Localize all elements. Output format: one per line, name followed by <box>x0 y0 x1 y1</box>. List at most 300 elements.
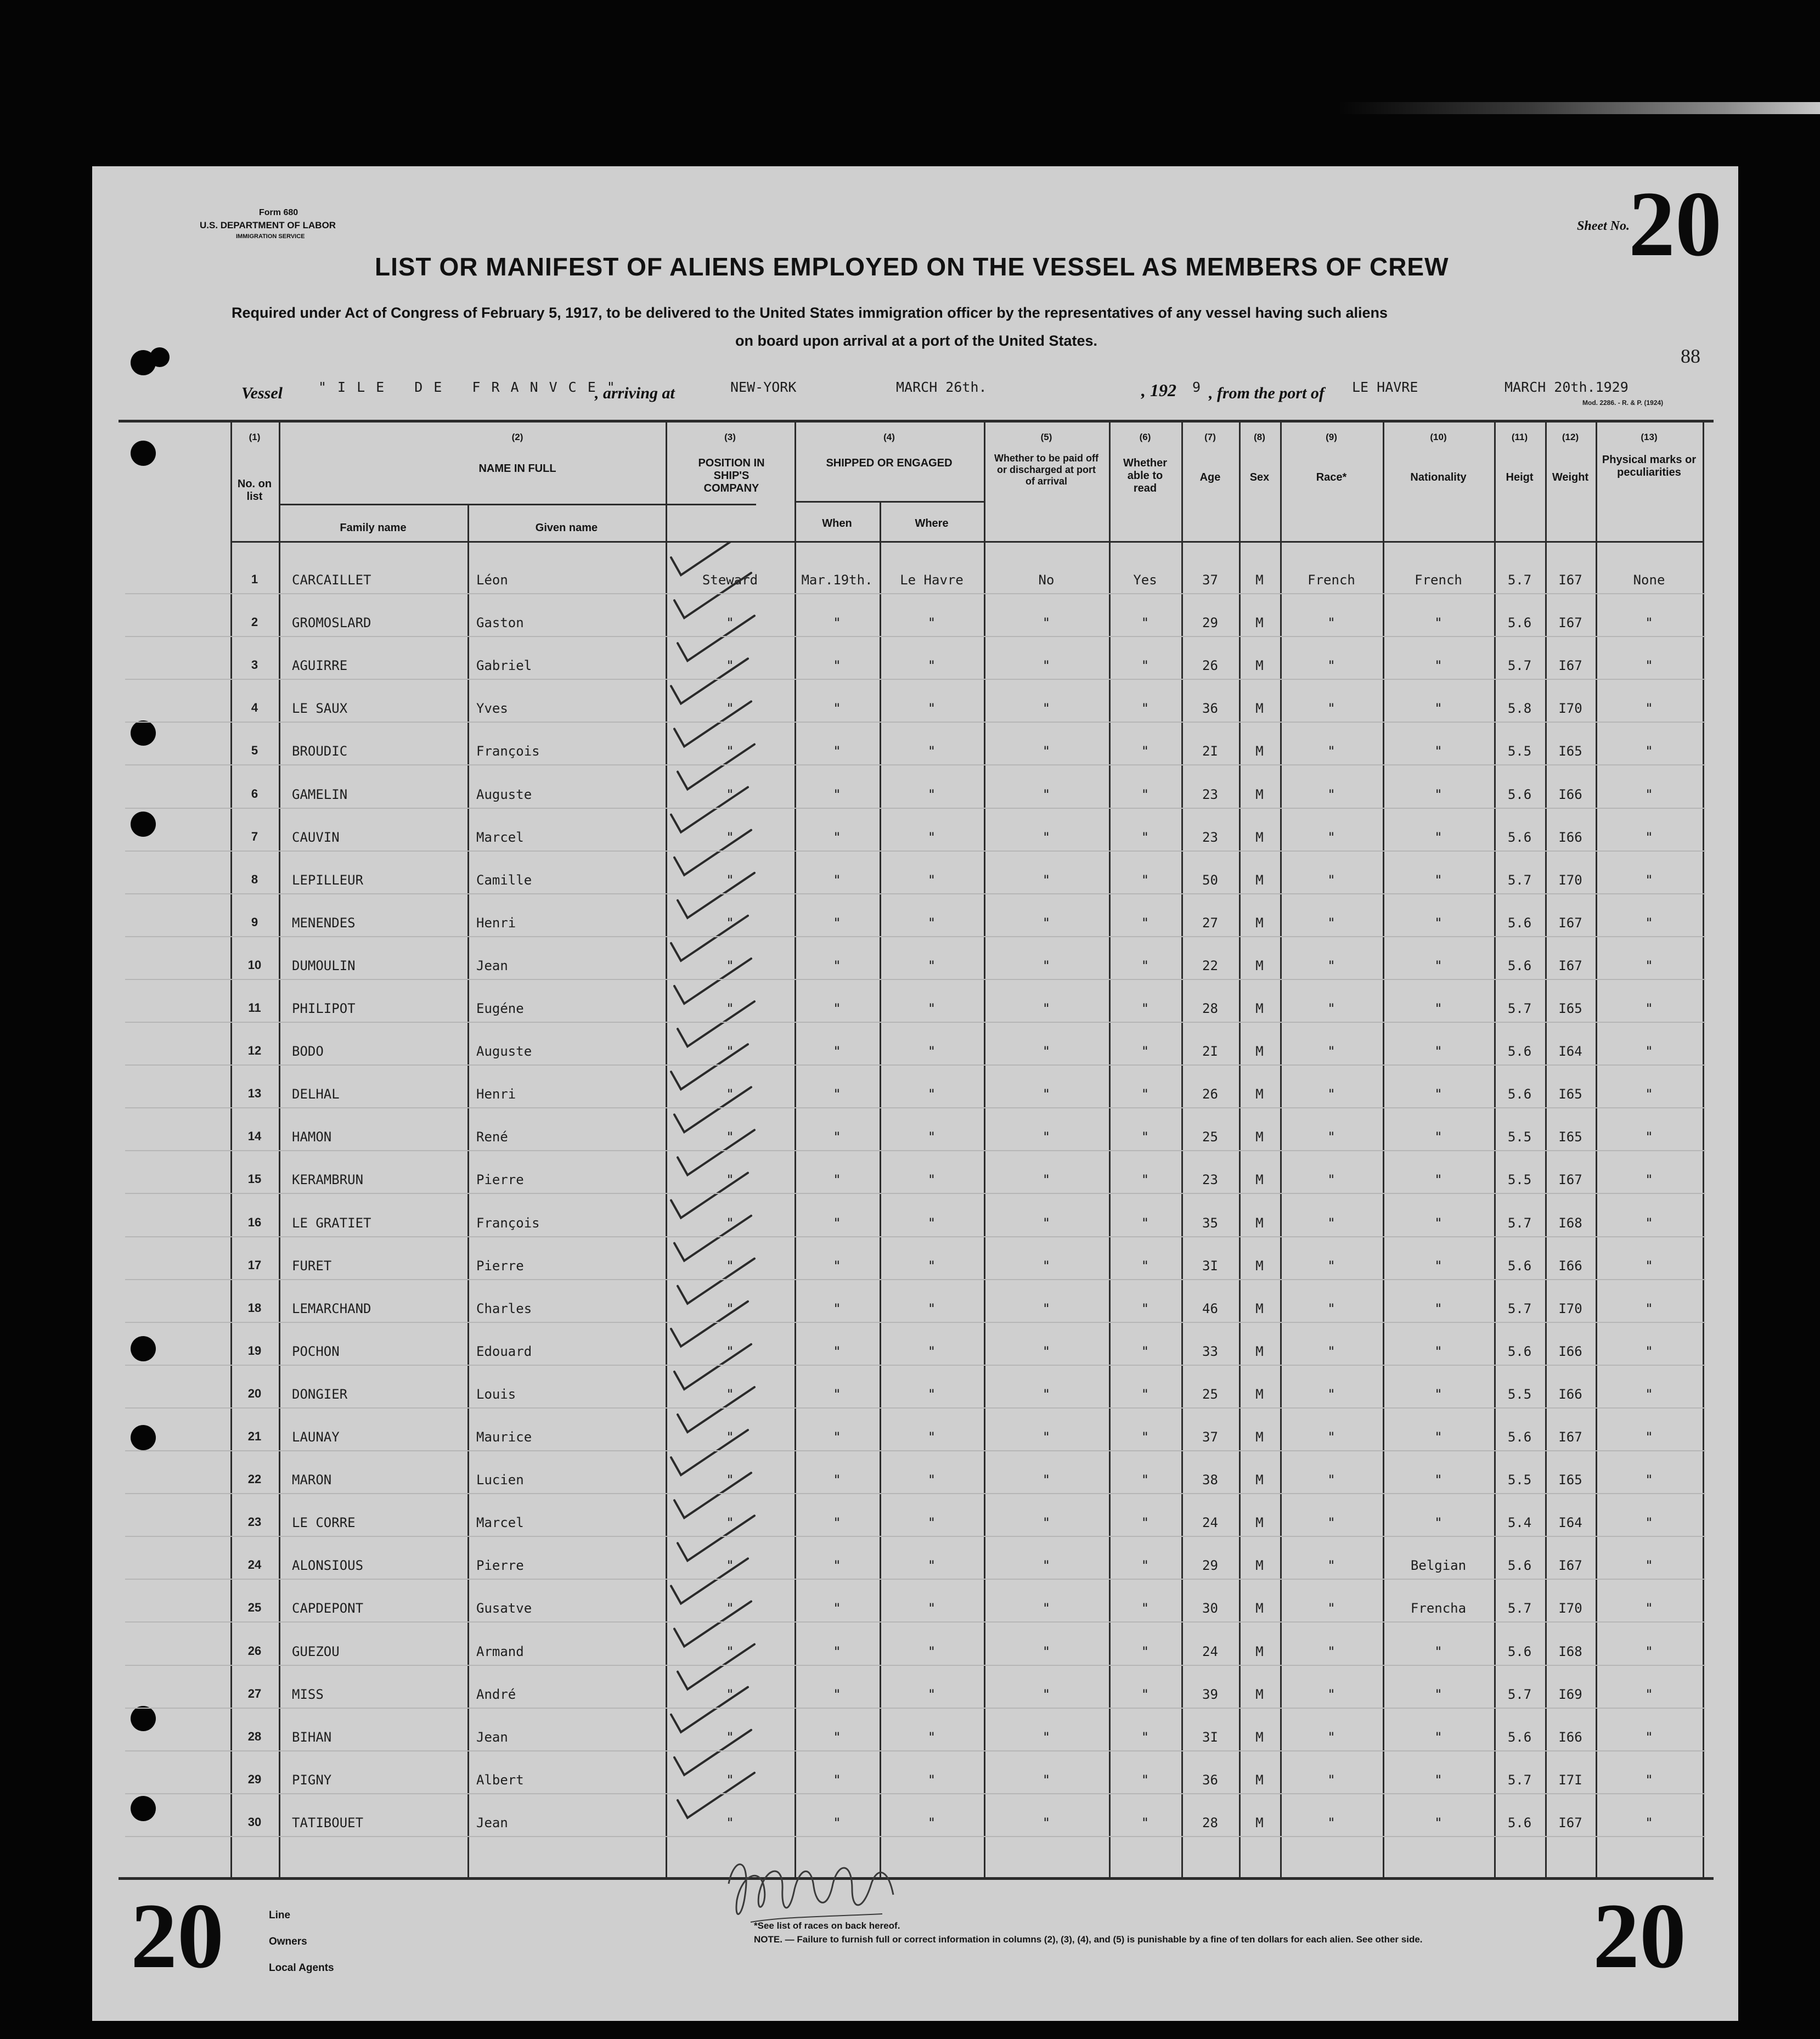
table-bottom-rule <box>119 1877 1714 1880</box>
cell-given: Pierre <box>476 1558 524 1573</box>
cell-where: " <box>927 787 936 802</box>
cell-nat: " <box>1434 958 1443 973</box>
cell-family: CARCAILLET <box>292 572 371 588</box>
row-guide-line <box>125 808 1705 809</box>
cell-marks: " <box>1645 1001 1653 1016</box>
cell-sex: M <box>1255 915 1264 931</box>
cell-family: FURET <box>292 1258 332 1274</box>
check-mark <box>678 1644 754 1689</box>
cell-age: 23 <box>1202 830 1218 845</box>
form-mod-note: Mod. 2286. - R. & P. (1924) <box>1582 399 1664 407</box>
cell-height: 5.6 <box>1507 915 1532 931</box>
cell-age: 26 <box>1202 658 1218 673</box>
row-guide-line <box>125 1193 1705 1194</box>
cell-where: " <box>927 1472 936 1488</box>
cell-when: " <box>833 658 841 673</box>
row-guide-line <box>125 1579 1705 1580</box>
cell-no: 4 <box>251 701 258 714</box>
cell-weight: I70 <box>1558 1301 1582 1316</box>
cell-given: André <box>476 1687 516 1702</box>
cell-height: 5.5 <box>1507 1172 1532 1187</box>
cell-height: 5.6 <box>1507 1558 1532 1573</box>
cell-position: " <box>726 1687 734 1702</box>
cell-given: Armand <box>476 1644 524 1659</box>
cell-nat: " <box>1434 787 1443 802</box>
cell-paid: " <box>1042 1472 1051 1488</box>
cell-marks: " <box>1645 872 1653 888</box>
check-mark <box>678 745 754 790</box>
cell-given: Lucien <box>476 1472 524 1488</box>
punch-hole <box>150 347 170 367</box>
row-guide-line <box>125 1621 1705 1623</box>
check-mark <box>678 616 754 661</box>
punch-hole <box>131 1706 156 1731</box>
cell-given: François <box>476 743 540 759</box>
cell-no: 24 <box>247 1558 262 1572</box>
document-title: LIST OR MANIFEST OF ALIENS EMPLOYED ON THE VESSEL AS MEMBERS OF CREW <box>375 252 1449 281</box>
cell-when: " <box>833 1258 841 1274</box>
cell-age: 39 <box>1202 1687 1218 1702</box>
col4-when-header: When <box>822 517 852 530</box>
cell-weight: I67 <box>1558 572 1582 588</box>
cell-position: " <box>726 1044 734 1059</box>
cell-when: " <box>833 830 841 845</box>
cell-nat: " <box>1434 1172 1443 1187</box>
cell-height: 5.7 <box>1507 572 1532 588</box>
cell-race: " <box>1327 915 1336 931</box>
cell-when: " <box>833 915 841 931</box>
cell-age: 2I <box>1202 1044 1218 1059</box>
col5-header: Whether to be paid off or discharged at port of arrival <box>994 453 1098 487</box>
cell-family: MISS <box>292 1687 324 1702</box>
cell-where: " <box>927 615 936 630</box>
cell-where: " <box>927 1730 936 1745</box>
cell-sex: M <box>1255 743 1264 759</box>
cell-height: 5.6 <box>1507 615 1532 630</box>
cell-paid: " <box>1042 743 1051 759</box>
cell-weight: I66 <box>1558 787 1582 802</box>
cell-read: " <box>1141 1515 1150 1530</box>
row-guide-line <box>125 1279 1705 1280</box>
cell-weight: I65 <box>1558 1086 1582 1102</box>
cell-no: 17 <box>247 1258 262 1272</box>
check-mark <box>671 1302 748 1347</box>
cell-when: " <box>833 1644 841 1659</box>
check-mark <box>674 959 751 1004</box>
cell-read: " <box>1141 1001 1150 1016</box>
cell-height: 5.6 <box>1507 787 1532 802</box>
check-mark <box>674 1087 751 1132</box>
row-guide-line <box>125 936 1705 937</box>
cell-weight: I65 <box>1558 743 1582 759</box>
col13-header: Physical marks or peculiarities <box>1602 454 1697 478</box>
cell-height: 5.5 <box>1507 1387 1532 1402</box>
cell-position: " <box>726 1172 734 1187</box>
cell-paid: " <box>1042 1001 1051 1016</box>
cell-nat: " <box>1434 1086 1443 1102</box>
cell-age: 35 <box>1202 1215 1218 1231</box>
cell-read: " <box>1141 1472 1150 1488</box>
cell-marks: None <box>1633 572 1665 588</box>
cell-family: LE CORRE <box>292 1515 356 1530</box>
cell-race: " <box>1327 1772 1336 1788</box>
cell-sex: M <box>1255 1387 1264 1402</box>
cell-paid: " <box>1042 1515 1051 1530</box>
cell-weight: I67 <box>1558 1815 1582 1830</box>
row-guide-line <box>125 636 1705 637</box>
cell-sex: M <box>1255 1644 1264 1659</box>
cell-position: " <box>726 1301 734 1316</box>
col1-number: (1) <box>249 432 261 442</box>
cell-no: 2 <box>251 615 258 629</box>
col7-number: (7) <box>1204 432 1216 442</box>
cell-family: POCHON <box>292 1344 340 1359</box>
cell-nat: " <box>1434 658 1443 673</box>
cell-given: Marcel <box>476 1515 524 1530</box>
cell-when: " <box>833 1086 841 1102</box>
cell-nat: " <box>1434 1387 1443 1402</box>
cell-height: 5.7 <box>1507 1301 1532 1316</box>
cell-where: " <box>927 1172 936 1187</box>
cell-marks: " <box>1645 1044 1653 1059</box>
cell-race: " <box>1327 1172 1336 1187</box>
cell-no: 9 <box>251 915 258 929</box>
cell-family: HAMON <box>292 1129 332 1145</box>
cell-height: 5.5 <box>1507 1129 1532 1145</box>
cell-where: " <box>927 915 936 931</box>
cell-paid: " <box>1042 830 1051 845</box>
cell-sex: M <box>1255 1129 1264 1145</box>
cell-nat: Frencha <box>1410 1601 1467 1616</box>
check-mark <box>678 1773 754 1818</box>
cell-when: " <box>833 1001 841 1016</box>
cell-family: BIHAN <box>292 1730 332 1745</box>
cell-race: " <box>1327 830 1336 845</box>
cell-marks: " <box>1645 1472 1653 1488</box>
from-port-label: , from the port of <box>1209 384 1325 402</box>
cell-paid: " <box>1042 1601 1051 1616</box>
cell-position: " <box>726 1387 734 1402</box>
cell-read: " <box>1141 1558 1150 1573</box>
cell-when: " <box>833 1172 841 1187</box>
cell-height: 5.6 <box>1507 1344 1532 1359</box>
cell-marks: " <box>1645 615 1653 630</box>
cell-age: 33 <box>1202 1344 1218 1359</box>
row-guide-line <box>125 1450 1705 1451</box>
cell-race: " <box>1327 1344 1336 1359</box>
check-mark <box>674 573 751 618</box>
cell-read: " <box>1141 1687 1150 1702</box>
cell-sex: M <box>1255 572 1264 588</box>
cell-height: 5.6 <box>1507 1044 1532 1059</box>
cell-marks: " <box>1645 787 1653 802</box>
cell-read: " <box>1141 1815 1150 1830</box>
cell-paid: " <box>1042 1215 1051 1231</box>
cell-where: " <box>927 872 936 888</box>
cell-where: " <box>927 1344 936 1359</box>
row-guide-line <box>125 1708 1705 1709</box>
cell-no: 18 <box>247 1301 262 1315</box>
cell-family: BODO <box>292 1044 324 1059</box>
departure-date: MARCH 20th.1929 <box>1505 379 1629 395</box>
row-guide-line <box>125 850 1705 852</box>
cell-read: " <box>1141 1730 1150 1745</box>
cell-weight: I66 <box>1558 1258 1582 1274</box>
col9-number: (9) <box>1326 432 1337 442</box>
cell-given: Pierre <box>476 1172 524 1187</box>
cell-race: " <box>1327 1215 1336 1231</box>
cell-age: 25 <box>1202 1387 1218 1402</box>
cell-when: Mar.19th. <box>801 572 873 588</box>
cell-age: 24 <box>1202 1515 1218 1530</box>
cell-race: " <box>1327 743 1336 759</box>
cell-marks: " <box>1645 1086 1653 1102</box>
cell-paid: " <box>1042 1387 1051 1402</box>
cell-where: " <box>927 1772 936 1788</box>
cell-sex: M <box>1255 1215 1264 1231</box>
cell-sex: M <box>1255 1515 1264 1530</box>
cell-height: 5.7 <box>1507 1001 1532 1016</box>
cell-when: " <box>833 1687 841 1702</box>
cell-when: " <box>833 787 841 802</box>
cell-family: GAMELIN <box>292 787 348 802</box>
table-top-rule <box>119 420 1714 423</box>
cell-given: Jean <box>476 958 508 973</box>
cell-position: " <box>726 1429 734 1445</box>
cell-position: Steward <box>702 572 758 588</box>
cell-sex: M <box>1255 1472 1264 1488</box>
cell-where: " <box>927 1044 936 1059</box>
cell-weight: I68 <box>1558 1215 1582 1231</box>
cell-age: 37 <box>1202 572 1218 588</box>
cell-marks: " <box>1645 1172 1653 1187</box>
cell-family: LE SAUX <box>292 701 348 716</box>
department-name: U.S. DEPARTMENT OF LABOR <box>200 220 336 230</box>
cell-race: " <box>1327 1687 1336 1702</box>
cell-given: Camille <box>476 872 532 888</box>
cell-given: Gabriel <box>476 658 532 673</box>
cell-when: " <box>833 743 841 759</box>
cell-nat: " <box>1434 1515 1443 1530</box>
cell-sex: M <box>1255 787 1264 802</box>
cell-nat: " <box>1434 1001 1443 1016</box>
cell-given: Auguste <box>476 787 532 802</box>
cell-no: 12 <box>247 1044 262 1057</box>
cell-marks: " <box>1645 1558 1653 1573</box>
cell-age: 36 <box>1202 701 1218 716</box>
row-guide-line <box>125 1536 1705 1537</box>
row-guide-line <box>125 979 1705 980</box>
cell-nat: " <box>1434 615 1443 630</box>
cell-paid: " <box>1042 1172 1051 1187</box>
cell-nat: " <box>1434 872 1443 888</box>
check-mark <box>678 1130 754 1175</box>
check-mark <box>678 1259 754 1304</box>
cell-where: " <box>927 1687 936 1702</box>
cell-marks: " <box>1645 1429 1653 1445</box>
cell-no: 28 <box>247 1730 262 1743</box>
cell-position: " <box>726 1258 734 1274</box>
corner-number-left: 20 <box>131 1884 224 1987</box>
cell-sex: M <box>1255 872 1264 888</box>
row-guide-line <box>125 1836 1705 1837</box>
cell-when: " <box>833 1429 841 1445</box>
cell-race: " <box>1327 701 1336 716</box>
cell-weight: I70 <box>1558 701 1582 716</box>
year-label: , 192 <box>1141 380 1176 400</box>
cell-sex: M <box>1255 830 1264 845</box>
check-mark <box>671 1430 748 1475</box>
cell-where: " <box>927 1815 936 1830</box>
punch-hole <box>131 1425 156 1450</box>
cell-weight: I68 <box>1558 1644 1582 1659</box>
cell-where: " <box>927 1387 936 1402</box>
cell-where: " <box>927 1129 936 1145</box>
cell-weight: I67 <box>1558 915 1582 931</box>
punch-hole <box>131 1336 156 1361</box>
cell-height: 5.6 <box>1507 830 1532 845</box>
cell-when: " <box>833 1129 841 1145</box>
col4-header: SHIPPED OR ENGAGED <box>826 457 953 469</box>
cell-race: " <box>1327 1472 1336 1488</box>
col8-number: (8) <box>1254 432 1265 442</box>
check-mark <box>674 1344 751 1389</box>
cell-family: GROMOSLARD <box>292 615 371 630</box>
cell-race: French <box>1308 572 1355 588</box>
cell-age: 3I <box>1202 1258 1218 1274</box>
cell-weight: I67 <box>1558 958 1582 973</box>
cell-nat: " <box>1434 1730 1443 1745</box>
cell-where: " <box>927 1086 936 1102</box>
cell-paid: " <box>1042 1044 1051 1059</box>
cell-sex: M <box>1255 1558 1264 1573</box>
cell-height: 5.6 <box>1507 1644 1532 1659</box>
cell-height: 5.4 <box>1507 1515 1532 1530</box>
cell-position: " <box>726 1086 734 1102</box>
cell-where: " <box>927 1429 936 1445</box>
cell-where: " <box>927 1215 936 1231</box>
cell-where: " <box>927 830 936 845</box>
cell-sex: M <box>1255 701 1264 716</box>
cell-age: 3I <box>1202 1730 1218 1745</box>
row-guide-line <box>125 764 1705 765</box>
cell-nat: " <box>1434 1687 1443 1702</box>
cell-age: 29 <box>1202 615 1218 630</box>
cell-read: " <box>1141 1644 1150 1659</box>
cell-family: MENENDES <box>292 915 356 931</box>
cell-position: " <box>726 615 734 630</box>
cell-read: Yes <box>1133 572 1157 588</box>
cell-age: 2I <box>1202 743 1218 759</box>
cell-given: Auguste <box>476 1044 532 1059</box>
cell-read: " <box>1141 872 1150 888</box>
cell-marks: " <box>1645 1730 1653 1745</box>
cell-when: " <box>833 1301 841 1316</box>
cell-paid: " <box>1042 1815 1051 1830</box>
cell-paid: " <box>1042 1301 1051 1316</box>
cell-when: " <box>833 1730 841 1745</box>
cell-where: " <box>927 743 936 759</box>
corner-number-right: 20 <box>1593 1884 1686 1987</box>
cell-age: 28 <box>1202 1815 1218 1830</box>
cell-no: 5 <box>251 743 258 757</box>
cell-no: 30 <box>247 1815 262 1829</box>
cell-nat: " <box>1434 743 1443 759</box>
col9-header: Race* <box>1316 471 1347 483</box>
cell-race: " <box>1327 1387 1336 1402</box>
cell-no: 16 <box>247 1215 262 1229</box>
cell-paid: " <box>1042 915 1051 931</box>
cell-marks: " <box>1645 743 1653 759</box>
col2-given-header: Given name <box>535 522 598 534</box>
row-guide-line <box>125 893 1705 894</box>
cell-nat: " <box>1434 1258 1443 1274</box>
cell-family: GUEZOU <box>292 1644 340 1659</box>
footer-races-note: *See list of races on back hereof. <box>754 1920 900 1931</box>
footer-penalty-note: NOTE. — Failure to furnish full or correct information in columns (2), (3), (4), and (5) is punishable by a fine of ten dollars for each alien. See other side. <box>754 1934 1423 1945</box>
col4-number: (4) <box>883 432 895 442</box>
row-guide-line <box>125 1750 1705 1751</box>
check-mark <box>671 658 748 703</box>
footer-owners-label: Owners <box>269 1936 307 1947</box>
cell-paid: " <box>1042 872 1051 888</box>
cell-position: " <box>726 658 734 673</box>
cell-marks: " <box>1645 958 1653 973</box>
cell-nat: " <box>1434 915 1443 931</box>
col3-number: (3) <box>724 432 736 442</box>
cell-paid: " <box>1042 958 1051 973</box>
cell-no: 6 <box>251 787 258 801</box>
cell-given: Albert <box>476 1772 524 1788</box>
cell-nat: " <box>1434 1472 1443 1488</box>
cell-where: " <box>927 658 936 673</box>
cell-sex: M <box>1255 1086 1264 1102</box>
row-guide-line <box>125 679 1705 680</box>
cell-paid: " <box>1042 1429 1051 1445</box>
cell-age: 50 <box>1202 872 1218 888</box>
cell-when: " <box>833 872 841 888</box>
cell-age: 28 <box>1202 1001 1218 1016</box>
col12-number: (12) <box>1562 432 1579 442</box>
cell-family: BROUDIC <box>292 743 348 759</box>
cell-weight: I64 <box>1558 1515 1582 1530</box>
col12-header: Weight <box>1552 471 1589 483</box>
cell-where: " <box>927 1258 936 1274</box>
cell-family: LEPILLEUR <box>292 872 364 888</box>
check-mark <box>678 1001 754 1046</box>
cell-sex: M <box>1255 1172 1264 1187</box>
cell-position: " <box>726 915 734 931</box>
cell-position: " <box>726 1730 734 1745</box>
cell-position: " <box>726 958 734 973</box>
cell-marks: " <box>1645 1258 1653 1274</box>
cell-given: Jean <box>476 1730 508 1745</box>
cell-no: 26 <box>247 1644 262 1658</box>
cell-nat: " <box>1434 830 1443 845</box>
arrival-year-digit: 9 <box>1192 379 1201 395</box>
cell-when: " <box>833 1601 841 1616</box>
cell-sex: M <box>1255 1301 1264 1316</box>
cell-no: 20 <box>247 1387 262 1400</box>
cell-family: KERAMBRUN <box>292 1172 364 1187</box>
cell-read: " <box>1141 743 1150 759</box>
cell-weight: I69 <box>1558 1687 1582 1702</box>
col1-header: No. on list <box>237 478 272 503</box>
cell-race: " <box>1327 1429 1336 1445</box>
col10-number: (10) <box>1430 432 1447 442</box>
cell-position: " <box>726 830 734 845</box>
cell-marks: " <box>1645 1601 1653 1616</box>
